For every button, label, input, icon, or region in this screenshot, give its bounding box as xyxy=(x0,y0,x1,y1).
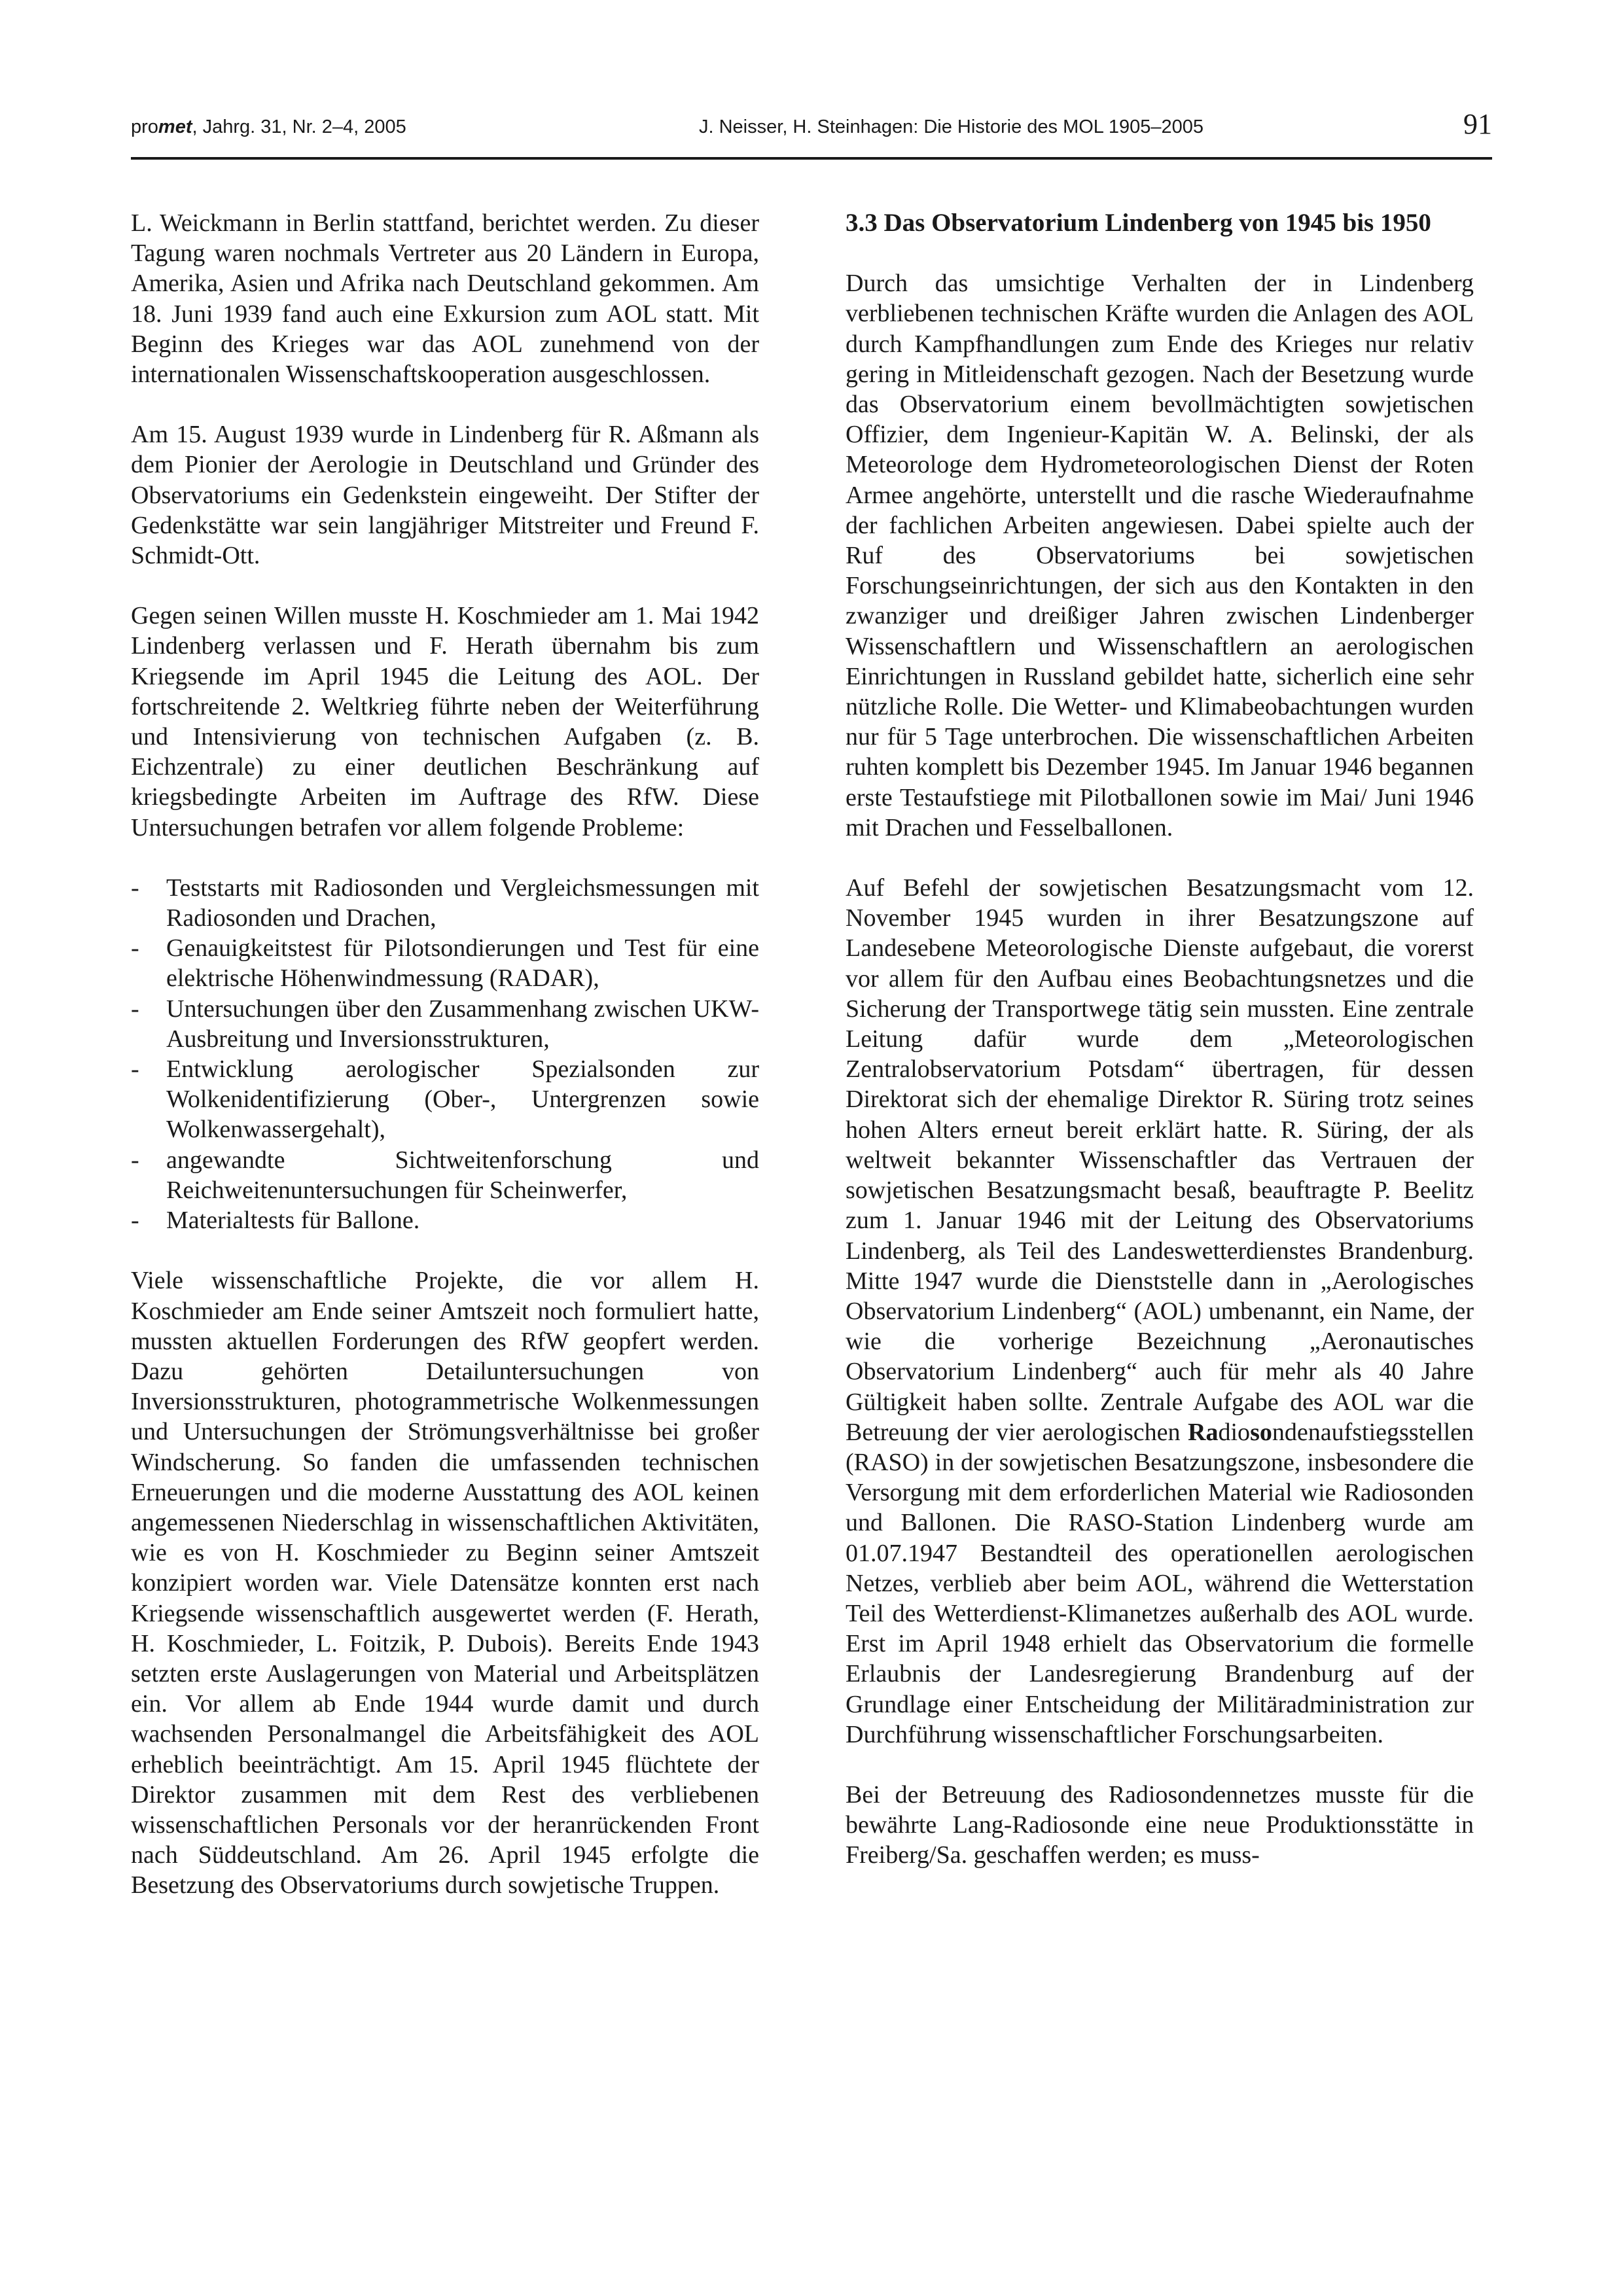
left-column xyxy=(131,208,759,1901)
body-paragraph: Viele wissenschaftliche Projekte, die vor allem H. Koschmieder am Ende seiner Amtszeit noch formuliert hatte, mussten aktuellen Forderungen des RfW geopfert werden. Dazu gehörten Detailuntersuchungen von Inversionsstrukturen, photogrammetrische Wolkenmessungen und Untersuchungen der Strömungsverhältnisse bei großer Windscherung. So fanden die umfassenden technischen Erneuerungen und die moderne Ausstattung des AOL keinen angemessenen Niederschlag in wissenschaftlichen Aktivitäten, wie es von H. Koschmieder zu Beginn seiner Amtszeit konzipiert worden war. Viele Datensätze konnten erst nach Kriegsende wissenschaftlich ausgewertet werden (F. Herath, H. Koschmieder, L. Foitzik, P. Dubois). Bereits Ende 1943 setzten erste Auslagerungen von Material und Arbeitsplätzen ein. Vor allem ab Ende 1944 wurde damit und durch wachsenden Personalmangel die Arbeitsfähigkeit des AOL erheblich beeinträchtigt. Am 15. April 1945 flüchtete der Direktor zusammen mit dem Rest des verbliebenen wissenschaftlichen Personals vor der heranrückenden Front nach Süddeutschland. Am 26. April 1945 erfolgte die Besetzung des Observatoriums durch sowjetische Truppen. xyxy=(131,1267,759,1899)
list-item: - Teststarts mit Radiosonden und Vergleichsmessungen mit Radiosonden und Drachen, xyxy=(131,873,759,933)
journal-citation xyxy=(131,116,406,138)
body-paragraph: Gegen seinen Willen musste H. Koschmieder am 1. Mai 1942 Lindenberg verlassen und F. Herath übernahm bis zum Kriegsende im April 1945 die Leitung des AOL. Der fortschreitende 2. Weltkrieg führte neben der Weiterführung und Intensivierung von technischen Aufgaben (z. B. Eichzentrale) zu einer deutlichen Beschränkung auf kriegsbedingte Arbeiten im Auftrage des RfW. Diese Untersuchungen betrafen vor allem folgende Probleme: xyxy=(131,602,759,841)
journal-issue-info: , Jahrg. 31, Nr. 2–4, 2005 xyxy=(192,116,406,137)
acronym-bold-so: so xyxy=(1250,1418,1272,1446)
running-header xyxy=(131,110,1492,149)
list-item: - angewandte Sichtweitenforschung und Reichweitenuntersuchungen für Scheinwerfer, xyxy=(131,1145,759,1205)
body-paragraph: Auf Befehl der sowjetischen Besatzungsmacht vom 12. November 1945 wurden in ihrer Besatzungszone auf Landesebene Meteorologische Dienste aufgebaut, die vorerst vor allem für den Aufbau eines Beobachtungsnetzes und die Sicherung der Transportwege tätig sein mussten. Eine zentrale Leitung dafür wurde dem „Meteorologischen Zentralobservatorium Potsdam“ übertragen, für dessen Direktorat sich der ehemalige Direktor R. Süring trotz seines hohen Alters erneut bereit erklärt hatte. R. Süring, der als weltweit bekannter Wissenschaftler das Vertrauen der sowjetischen Besatzungsmacht besaß, beauftragte P. Beelitz zum 1. Januar 1946 mit der Leitung des Observatoriums Lindenberg, als Teil des Landeswetterdienstes Brandenburg. Mitte 1947 wurde die Dienststelle dann in „Aerologisches Observatorium Lindenberg“ (AOL) umbenannt, ein Name, der wie die vorherige Bezeichnung „Aeronautisches Observatorium Lindenberg“ auch für mehr als 40 Jahre Gültigkeit haben sollte. Zentrale Aufgabe des AOL war die Betreuung der vier aerologischen Radiosondenaufstiegsstellen (RASO) in der sowjetischen Besatzungszone, insbesondere die Versorgung mit dem erforderlichen Material wie Radiosonden und Ballonen. Die RASO-Station Lindenberg wurde am 01.07.1947 Bestandteil des operationellen aerologischen Netzes, verblieb aber beim AOL, während die Wetterstation Teil des Wetterdienst-Klimanetzes außerhalb des AOL wurde. Erst im April 1948 erhielt das Observatorium die formelle Erlaubnis der Landesregierung Brandenburg auf der Grundlage einer Entscheidung der Militäradministration zur Durchführung wissenschaftlicher Forschungsarbeiten. xyxy=(846,874,1474,1748)
journal-name-brand: met xyxy=(158,116,192,137)
article-running-title: J. Neisser, H. Steinhagen: Die Historie des MOL 1905–2005 xyxy=(699,116,1204,137)
right-column xyxy=(846,208,1474,1871)
acronym-bold-ra: Ra xyxy=(1188,1418,1219,1446)
body-paragraph: Bei der Betreuung des Radiosondennetzes musste für die bewährte Lang-Radiosonde eine neue Produktionsstätte in Freiberg/Sa. geschaffen werden; es muss- xyxy=(846,1780,1474,1869)
problem-list xyxy=(131,873,759,1235)
list-item: - Entwicklung aerologischer Spezialsonden zur Wolkenidentifizierung (Ober-, Untergrenzen sowie Wolkenwassergehalt), xyxy=(131,1054,759,1145)
body-paragraph: L. Weickmann in Berlin stattfand, berichtet werden. Zu dieser Tagung waren nochmals Vertreter aus 20 Ländern in Europa, Amerika, Asien und Afrika nach Deutschland gekommen. Am 18. Juni 1939 fand auch eine Exkursion zum AOL statt. Mit Beginn des Krieges war das AOL zunehmend von der internationalen Wissenschaftskooperation ausgeschlossen. xyxy=(131,209,759,389)
section-heading: 3.3 Das Observatorium Lindenberg von 1945 bis 1950 xyxy=(846,209,1431,237)
journal-name-prefix: pro xyxy=(131,116,158,137)
header-divider xyxy=(131,157,1492,160)
list-item: - Materialtests für Ballone. xyxy=(131,1205,759,1235)
body-paragraph: Am 15. August 1939 wurde in Lindenberg für R. Aßmann als dem Pionier der Aerologie in Deutschland und Gründer des Observatoriums ein Gedenkstein eingeweiht. Der Stifter der Gedenkstätte war sein langjähriger Mitstreiter und Freund F. Schmidt-Ott. xyxy=(131,421,759,570)
list-item: - Untersuchungen über den Zusammenhang zwischen UKW-Ausbreitung und Inversionsstrukturen, xyxy=(131,994,759,1054)
page-number: 91 xyxy=(1463,108,1492,140)
list-item: - Genauigkeitstest für Pilotsondierungen und Test für eine elektrische Höhenwindmessung (RADAR), xyxy=(131,933,759,993)
body-paragraph: Durch das umsichtige Verhalten der in Lindenberg verbliebenen technischen Kräfte wurden die Anlagen des AOL durch Kampfhandlungen zum Ende des Krieges nur relativ gering in Mitleidenschaft gezogen. Nach der Besetzung wurde das Observatorium einem bevollmächtigten sowjetischen Offizier, dem Ingenieur-Kapitän W. A. Belinski, der als Meteorologe dem Hydrometeorologischen Dienst der Roten Armee angehörte, unterstellt und die rasche Wiederaufnahme der fachlichen Arbeiten angewiesen. Dabei spielte auch der Ruf des Observatoriums bei sowjetischen Forschungseinrichtungen, der sich aus den Kontakten in den zwanziger und dreißiger Jahren zwischen Lindenberger Wissenschaftlern und Wissenschaftlern an aerologischen Einrichtungen in Russland gebildet hatte, sicherlich eine sehr nützliche Rolle. Die Wetter- und Klimabeobachtungen wurden nur für 5 Tage unterbrochen. Die wissenschaftlichen Arbeiten ruhten komplett bis Dezember 1945. Im Januar 1946 begannen erste Testaufstiege mit Pilotballonen sowie im Mai/ Juni 1946 mit Drachen und Fesselballonen. xyxy=(846,270,1474,841)
